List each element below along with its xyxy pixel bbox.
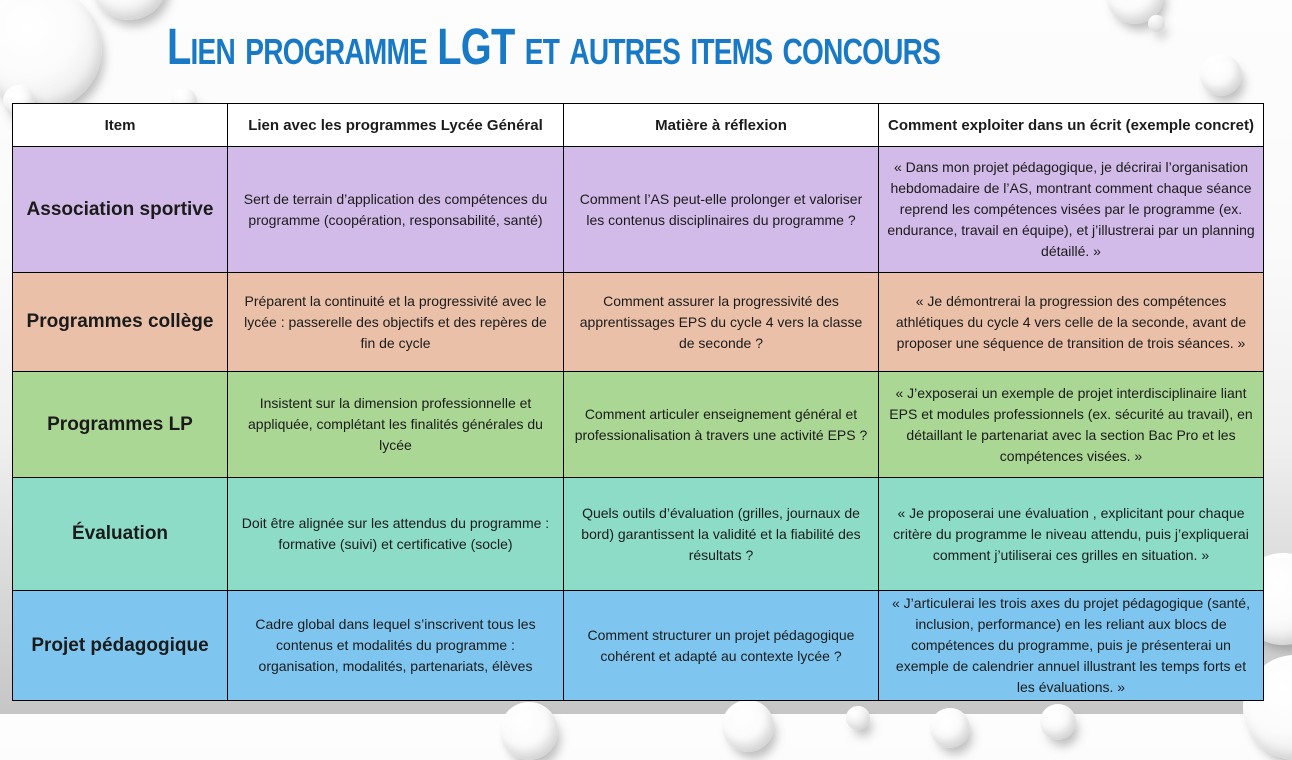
lien-cell: Préparent la continuité et la progressivité avec le lycée : passerelle des objectifs et des repères de fin de cycle bbox=[228, 273, 564, 372]
table-row-programmes-college bbox=[13, 273, 1264, 372]
item-cell: Programmes LP bbox=[13, 372, 228, 478]
matiere-cell: Quels outils d’évaluation (grilles, journaux de bord) garantissent la validité et la fiabilité des résultats ? bbox=[564, 478, 879, 591]
table-row-programmes-lp bbox=[13, 372, 1264, 478]
bubble-decoration bbox=[722, 700, 774, 752]
table-row-association-sportive bbox=[13, 147, 1264, 273]
matiere-cell: Comment articuler enseignement général et professionalisation à travers une activité EPS ? bbox=[564, 372, 879, 478]
col-header-lien: Lien avec les programmes Lycée Général bbox=[228, 104, 564, 147]
lien-cell: Insistent sur la dimension professionnelle et appliquée, complétant les finalités générales du lycée bbox=[228, 372, 564, 478]
concours-table bbox=[12, 103, 1264, 701]
exploiter-cell: « J’exposerai un exemple de projet interdisciplinaire liant EPS et modules professionnels (ex. sécurité au travail), en détaillant le partenariat avec la section Bac Pro et les compétences visées. » bbox=[879, 372, 1264, 478]
col-header-item: Item bbox=[13, 104, 228, 147]
lien-cell: Cadre global dans lequel s’inscrivent tous les contenus et modalités du programme : organisation, modalités, partenariats, élèves bbox=[228, 591, 564, 701]
exploiter-cell: « Dans mon projet pédagogique, je décrirai l’organisation hebdomadaire de l’AS, montrant comment chaque séance reprend les compétences visées par le programme (ex. endurance, travail en équipe), et j’illustrerai par un planning détaillé. » bbox=[879, 147, 1264, 273]
header-row bbox=[13, 104, 1264, 147]
bubble-decoration bbox=[1148, 15, 1165, 32]
item-cell: Projet pédagogique bbox=[13, 591, 228, 701]
item-cell: Association sportive bbox=[13, 147, 228, 273]
matiere-cell: Comment assurer la progressivité des apprentissages EPS du cycle 4 vers la classe de seconde ? bbox=[564, 273, 879, 372]
col-header-matiere: Matière à réflexion bbox=[564, 104, 879, 147]
table-row-evaluation bbox=[13, 478, 1264, 591]
page-title: Lien programme LGT et autres items concours bbox=[167, 18, 941, 75]
lien-cell: Sert de terrain d’application des compétences du programme (coopération, responsabilité, santé) bbox=[228, 147, 564, 273]
table-row-projet-pedagogique bbox=[13, 591, 1264, 701]
bubble-decoration bbox=[1040, 704, 1076, 740]
col-header-exploiter: Comment exploiter dans un écrit (exemple concret) bbox=[879, 104, 1264, 147]
exploiter-cell: « Je proposerai une évaluation , explicitant pour chaque critère du programme le niveau attendu, puis j’expliquerai comment j’utiliserai ces grilles en situation. » bbox=[879, 478, 1264, 591]
bubble-decoration bbox=[1200, 54, 1242, 96]
lien-cell: Doit être alignée sur les attendus du programme : formative (suivi) et certificative (socle) bbox=[228, 478, 564, 591]
matiere-cell: Comment structurer un projet pédagogique cohérent et adapté au contexte lycée ? bbox=[564, 591, 879, 701]
matiere-cell: Comment l’AS peut-elle prolonger et valoriser les contenus disciplinaires du programme ? bbox=[564, 147, 879, 273]
exploiter-cell: « J’articulerai les trois axes du projet pédagogique (santé, inclusion, performance) en les reliant aux blocs de compétences du programme, puis je présenterai un exemple de calendrier annuel illustrant les temps forts et les évaluations. » bbox=[879, 591, 1264, 701]
item-cell: Évaluation bbox=[13, 478, 228, 591]
exploiter-cell: « Je démontrerai la progression des compétences athlétiques du cycle 4 vers celle de la seconde, avant de proposer une séquence de transition de trois séances. » bbox=[879, 273, 1264, 372]
bubble-decoration bbox=[846, 706, 870, 730]
item-cell: Programmes collège bbox=[13, 273, 228, 372]
bubble-decoration bbox=[90, 0, 168, 20]
bubble-decoration bbox=[500, 702, 558, 760]
bubble-decoration bbox=[930, 708, 970, 748]
